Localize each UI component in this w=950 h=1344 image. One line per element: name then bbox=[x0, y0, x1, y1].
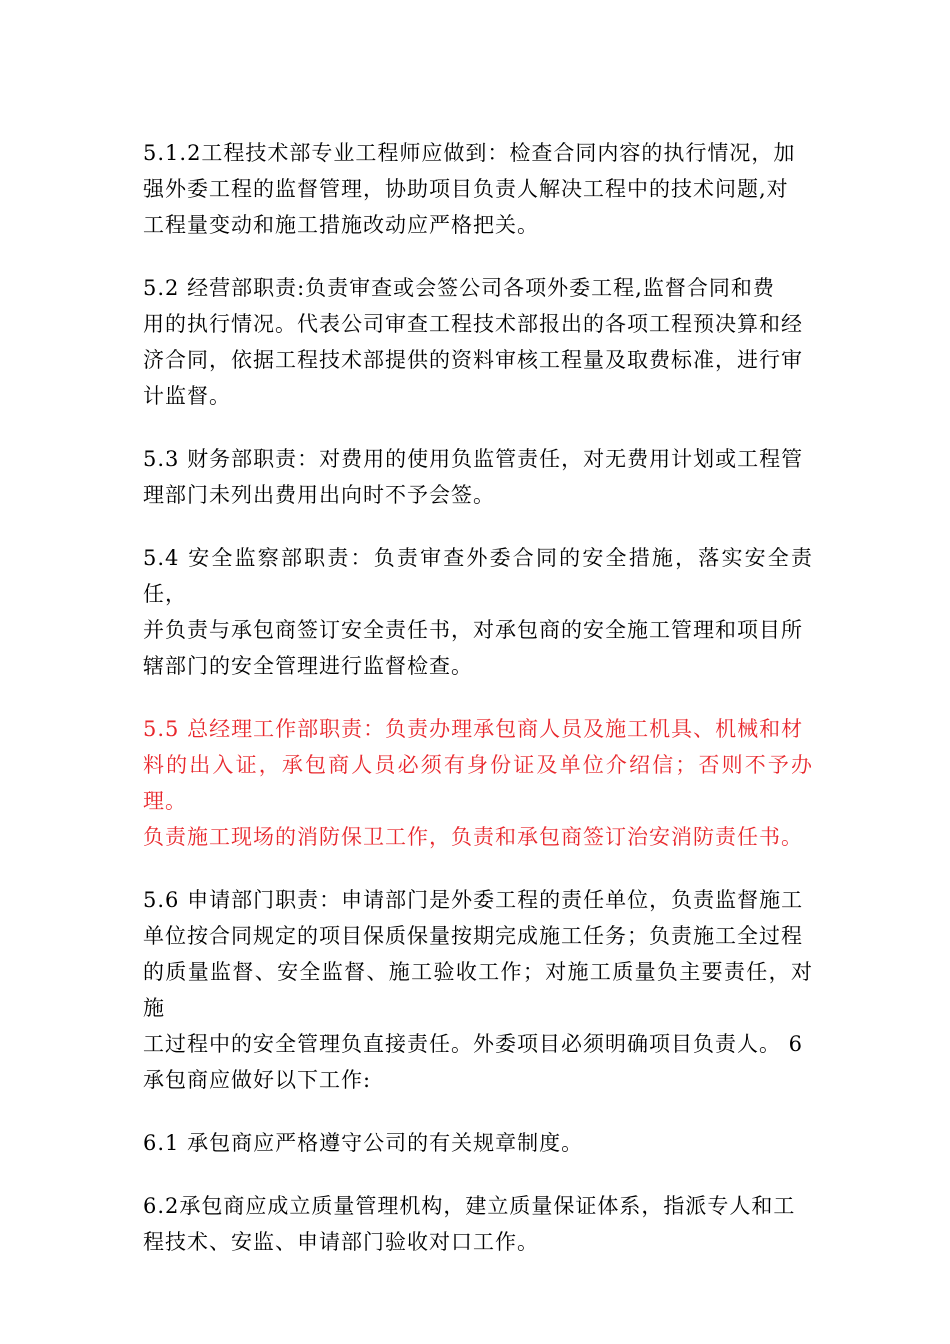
paragraph-6-1: 6.1 承包商应严格遵守公司的有关规章制度。 bbox=[143, 1131, 584, 1155]
paragraph-5-4: 5.4 安全监察部职责：负责审查外委合同的安全措施，落实安全责任， 并负责与承包商签订安全责任书，对承包商的安全施工管理和项目所 辖部门的安全管理进行监督检查。 bbox=[143, 546, 813, 678]
paragraph-5-3: 5.3 财务部职责：对费用的使用负监管责任，对无费用计划或工程管 理部门未列出费用出向时不予会签。 bbox=[143, 447, 804, 507]
paragraph-5-2: 5.2 经营部职责:负责审查或会签公司各项外委工程,监督合同和费 用的执行情况。代表公司审查工程技术部报出的各项工程预决算和经 济合同，依据工程技术部提供的资料审核工程量及取费标准，进行审 计监督。 bbox=[143, 276, 803, 408]
paragraph-5-1-2: 5.1.2工程技术部专业工程师应做到：检查合同内容的执行情况，加 强外委工程的监督管理，协助项目负责人解决工程中的技术问题,对 工程量变动和施工措施改动应严格把关。 bbox=[143, 141, 796, 237]
paragraph-5-5-highlighted: 5.5 总经理工作部职责：负责办理承包商人员及施工机具、机械和材 料的出入证，承包商人员必须有身份证及单位介绍信；否则不予办理。 负责施工现场的消防保卫工作，负责和承包商签订治安消防责任书。 bbox=[143, 717, 813, 849]
paragraph-6-2: 6.2承包商应成立质量管理机构，建立质量保证体系，指派专人和工 程技术、安监、申请部门验收对口工作。 bbox=[143, 1194, 796, 1254]
paragraph-5-6: 5.6 申请部门职责：申请部门是外委工程的责任单位，负责监督施工 单位按合同规定的项目保质保量按期完成施工任务；负责施工全过程 的质量监督、安全监督、施工验收工作；对施工质量负主要责任，对施 工过程中的安全管理负直接责任。外委项目必须明确项目负责人。 6 承包商应做好以下工作: bbox=[143, 888, 813, 1092]
document-body bbox=[143, 135, 813, 1287]
